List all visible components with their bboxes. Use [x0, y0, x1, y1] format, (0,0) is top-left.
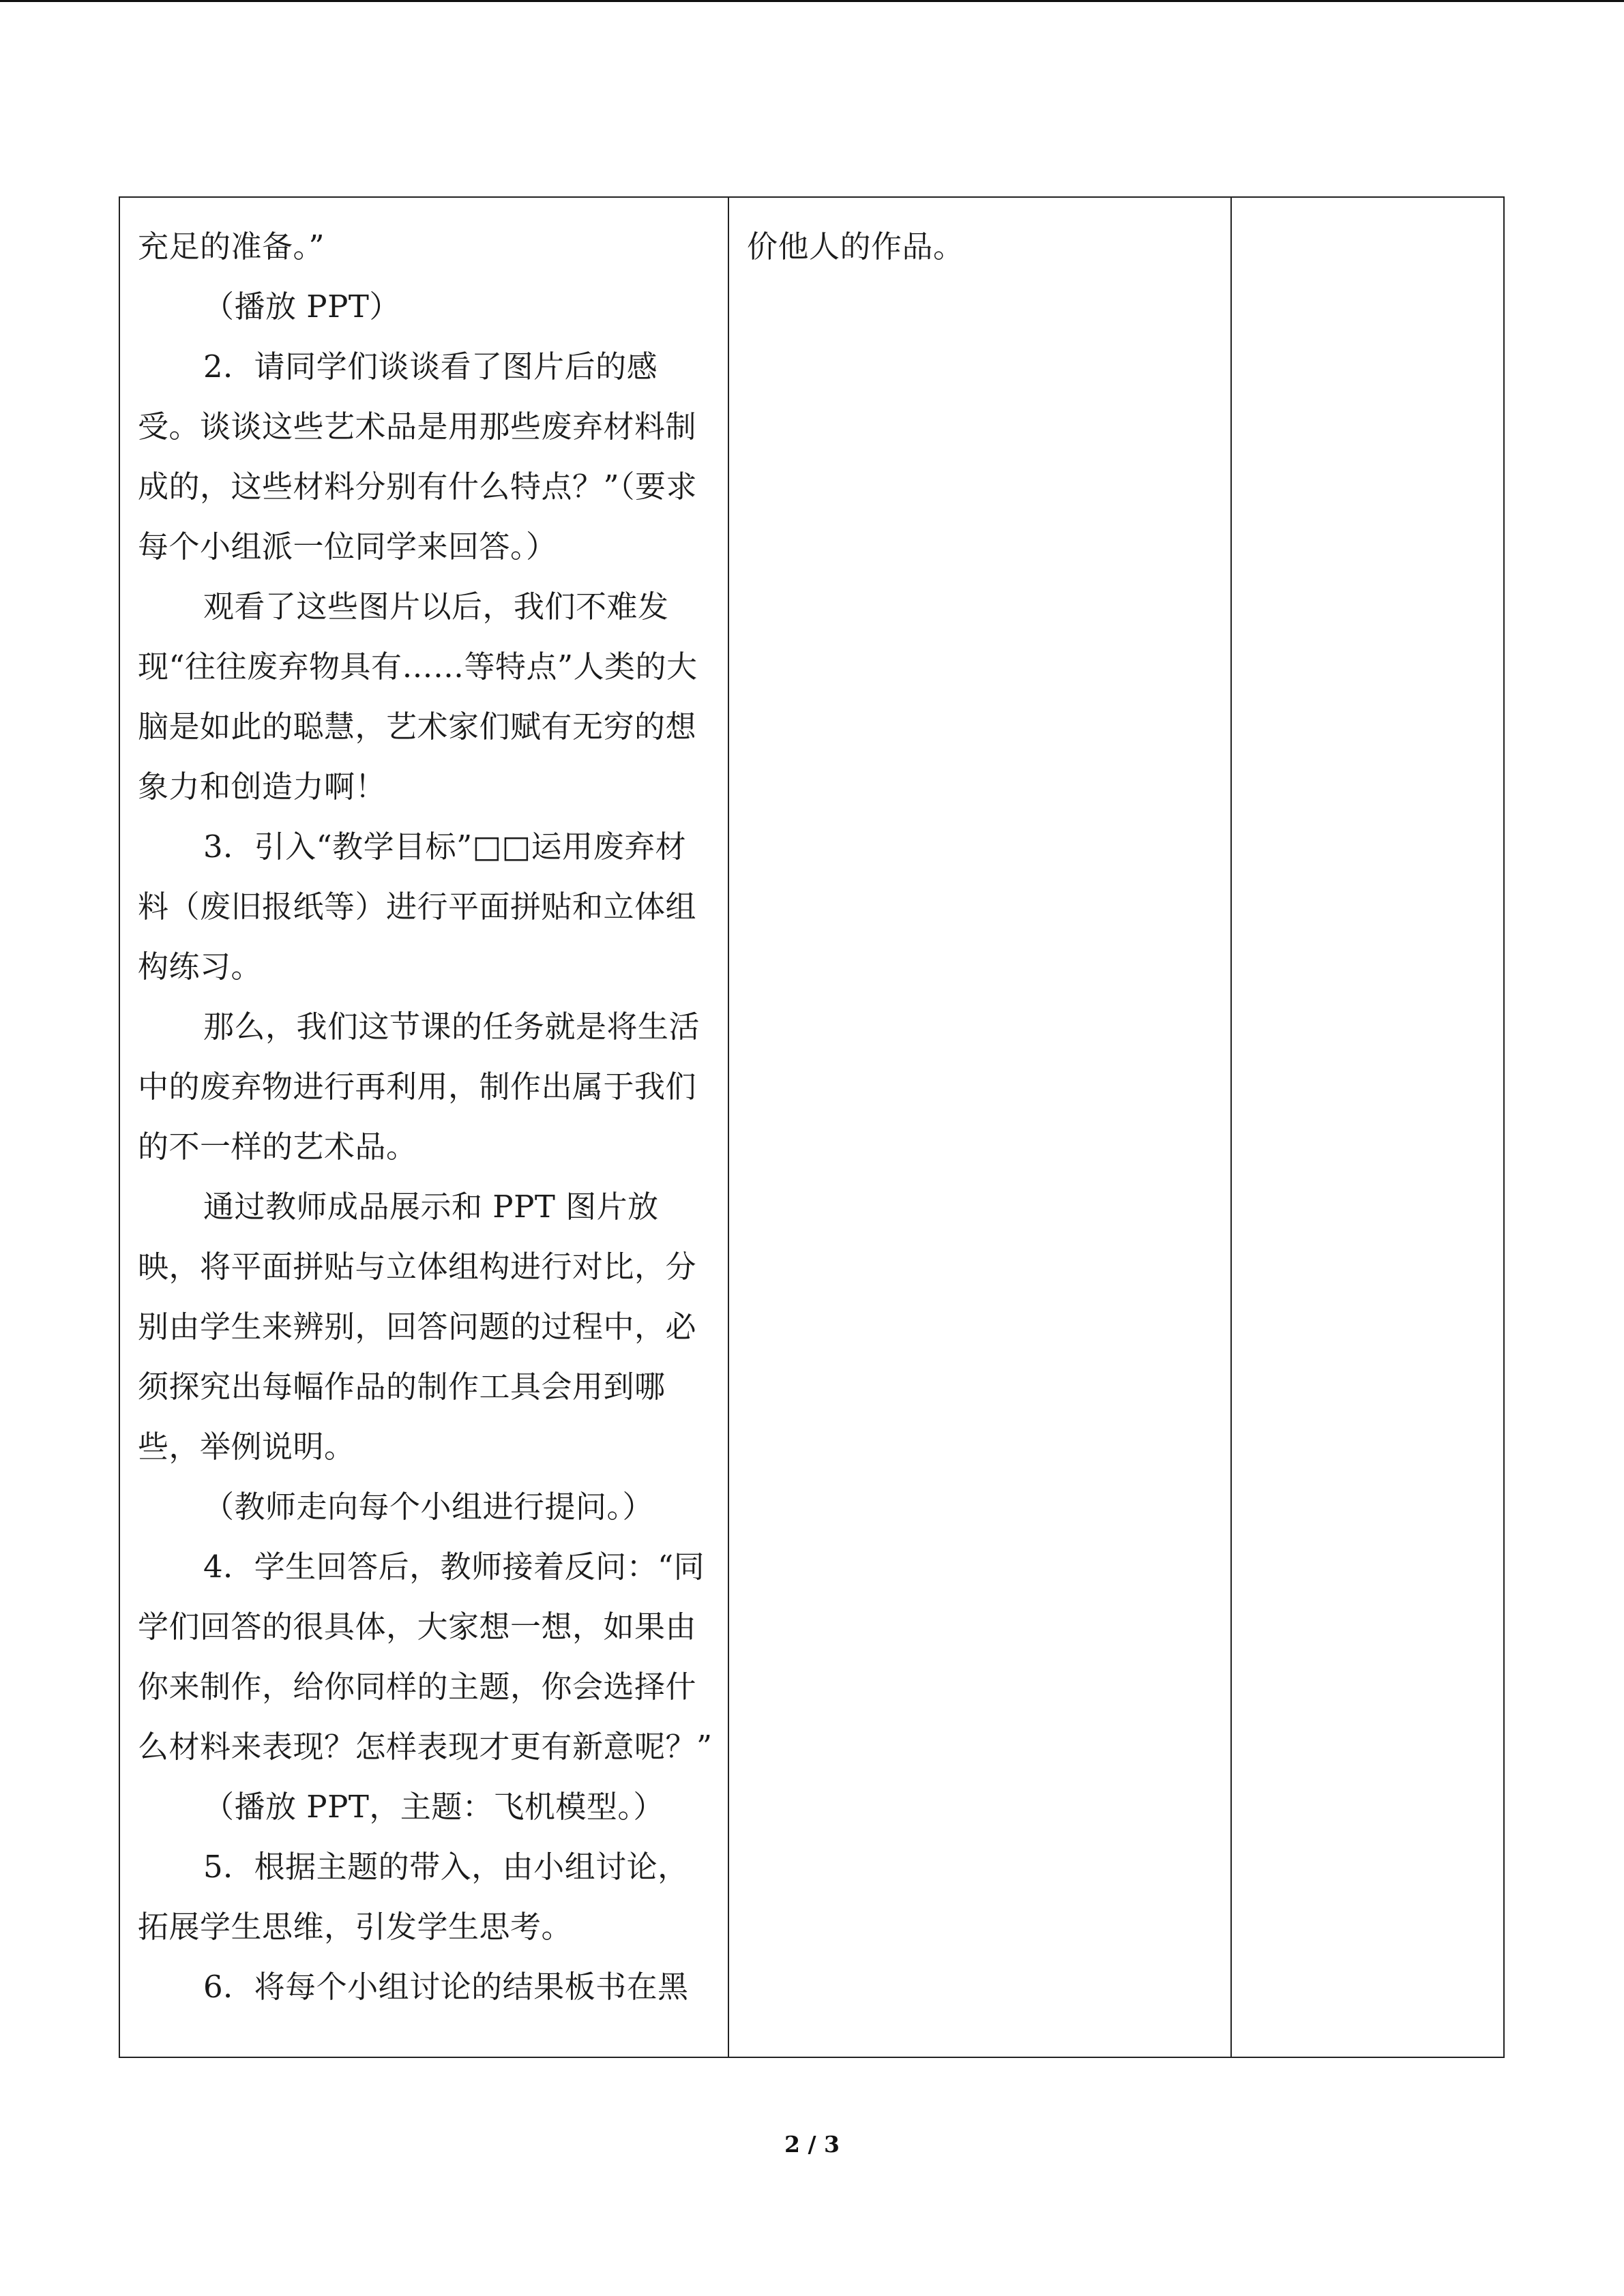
paragraph: 通过教师成品展示和 PPT 图片放映，将平面拼贴与立体组构进行对比，分别由学生来辨别，回答问题的过程中，必须探究出每幅作品的制作工具会用到哪些，举例说明。	[138, 1189, 697, 1465]
paragraph: 5．根据主题的带入，由小组讨论，拓展学生思维，引发学生思考。	[138, 1849, 689, 1945]
paragraph: 6．将每个小组讨论的结果板书在黑	[203, 1969, 689, 2005]
paragraph: 4．学生回答后，教师接着反问：“同学们回答的很具体，大家想一想，如果由你来制作，给你同样的主题，你会选择什么材料来表现？怎样表现才更有新意呢？”	[138, 1549, 713, 1765]
top-border-line	[0, 0, 1624, 2]
paragraph: （播放 PPT）	[203, 288, 400, 325]
paragraph: 价他人的作品。	[747, 228, 964, 265]
paragraph: 2．请同学们谈谈看了图片后的感受。谈谈这些艺术品是用那些废弃材料制成的，这些材料分别有什么特点？”（要求每个小组派一位同学来回答。）	[138, 348, 698, 565]
notes-column	[1232, 198, 1503, 2057]
paragraph: 3．引入“教学目标”□□运用废弃材料（废旧报纸等）进行平面拼贴和立体组构练习。	[138, 829, 697, 985]
paragraph: 观看了这些图片以后，我们不难发现“往往废弃物具有……等特点”人类的大脑是如此的聪慧，艺术家们赋有无穷的想象力和创造力啊！	[138, 588, 698, 805]
paragraph: 充足的准备。”	[138, 228, 325, 265]
paragraph: 那么，我们这节课的任务就是将生活中的废弃物进行再利用，制作出属于我们的不一样的艺术品。	[138, 1009, 700, 1165]
paragraph: （播放 PPT，主题：飞机模型。）	[203, 1789, 664, 1825]
lesson-plan-table	[119, 196, 1505, 2058]
paragraph: （教师走向每个小组进行提问。）	[203, 1489, 654, 1525]
page-number: 2 / 3	[784, 2131, 840, 2158]
teacher-activity-column	[120, 198, 729, 2057]
student-activity-column	[729, 198, 1232, 2057]
